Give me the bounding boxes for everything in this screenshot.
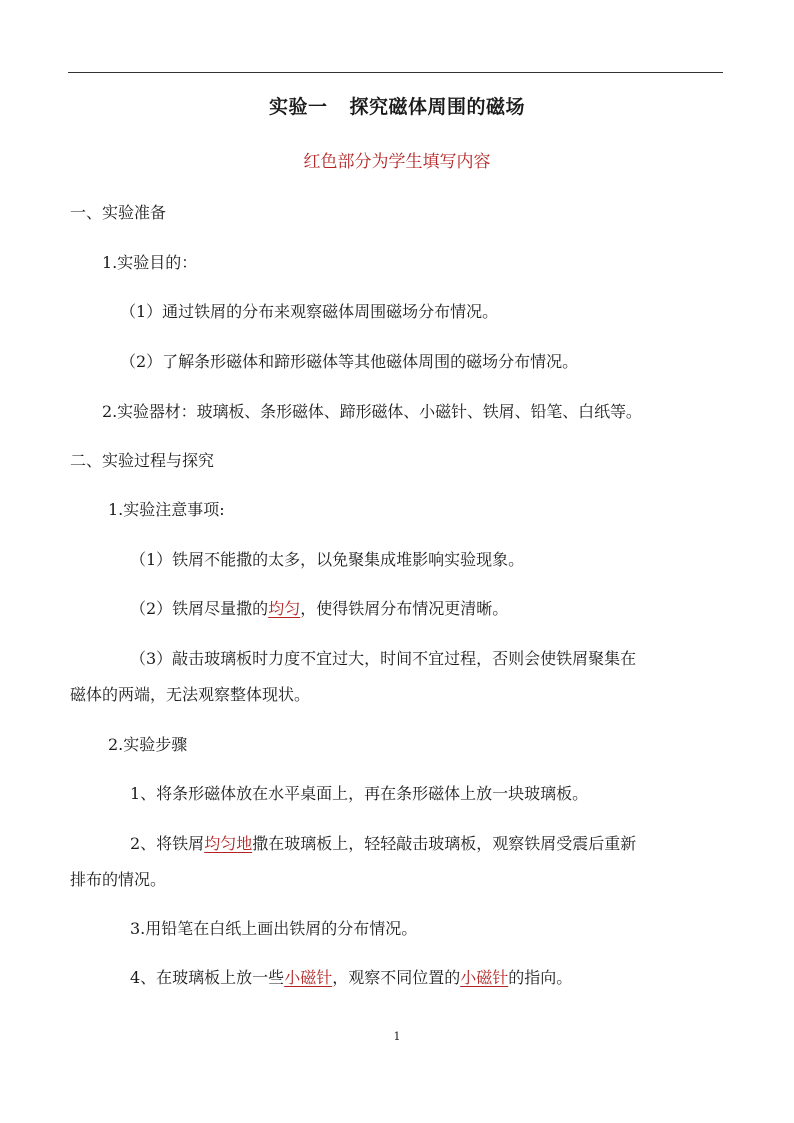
precaution-item-2: （2）铁屑尽量撒的均匀，使得铁屑分布情况更清晰。 [130,599,509,618]
page-title [0,97,794,117]
answer-fill: 均匀 [268,599,301,618]
section-1-heading: 一、实验准备 [70,203,167,222]
title-part-2: 探究磁体周围的磁场 [349,96,526,118]
answer-fill: 小磁针 [284,968,333,987]
answer-fill: 小磁针 [460,968,509,987]
subtitle-note: 红色部分为学生填写内容 [303,152,491,172]
experiment-purpose-label: 1.实验目的： [102,253,198,272]
step-3: 3.用铅笔在白纸上画出铁屑的分布情况。 [130,919,418,938]
step-1: 1、将条形磁体放在水平桌面上，再在条形磁体上放一块玻璃板。 [130,784,589,803]
steps-label: 2.实验步骤 [108,735,188,754]
step-2-line-2: 排布的情况。 [70,870,167,889]
purpose-item-1: （1）通过铁屑的分布来观察磁体周围磁场分布情况。 [120,302,499,321]
step-4: 4、在玻璃板上放一些小磁针，观察不同位置的小磁针的指向。 [130,968,573,987]
precaution-item-3-line-1: （3）敲击玻璃板时力度不宜过大，时间不宜过程，否则会使铁屑聚集在 [130,649,637,668]
equipment-line: 2.实验器材：玻璃板、条形磁体、蹄形磁体、小磁针、铁屑、铅笔、白纸等。 [102,402,642,421]
precaution-item-3-line-2: 磁体的两端，无法观察整体现状。 [70,685,311,704]
header-rule [68,72,723,73]
section-2-heading: 二、实验过程与探究 [70,451,215,470]
answer-fill: 均匀地 [204,834,253,853]
purpose-item-2: （2）了解条形磁体和蹄形磁体等其他磁体周围的磁场分布情况。 [120,352,579,371]
step-2-line-1: 2、将铁屑均匀地撒在玻璃板上，轻轻敲击玻璃板，观察铁屑受震后重新 [130,834,637,853]
title-part-1: 实验一 [268,96,328,118]
precautions-label: 1.实验注意事项: [108,500,225,519]
page-number: 1 [393,1030,401,1043]
precaution-item-1: （1）铁屑不能撒的太多，以免聚集成堆影响实验现象。 [130,550,525,569]
